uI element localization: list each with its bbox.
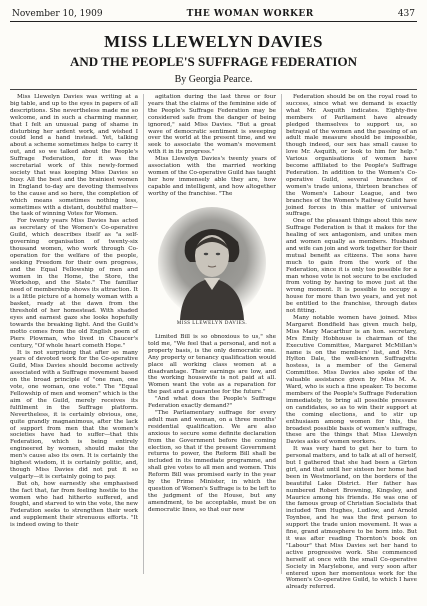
paragraph: agitation during the last three or four years that the claims of the feminine side of the People's Suffrage Federation may be considered safe from the danger of being ignored," said Miss Davies. "But a great wave of democratic sentiment is sweeping over the world at the present time, and we seek to associate the woman's movement with it in its progress." bbox=[148, 94, 276, 156]
portrait-figure bbox=[148, 206, 276, 330]
page-header bbox=[10, 6, 417, 22]
article-title: MISS LLEWELYN DAVIES bbox=[104, 32, 323, 51]
issue-date: November 10, 1909 bbox=[12, 9, 103, 19]
column-divider bbox=[143, 94, 144, 574]
article-byline: By Georgia Pearce. bbox=[174, 74, 253, 85]
column-divider bbox=[281, 94, 282, 574]
column-2-bottom bbox=[148, 334, 276, 574]
portrait-photo bbox=[156, 206, 268, 320]
paragraph: Many notable women have joined. Miss Margaret Bondfield has given much help, Miss Mary Macarthur is an hon. secretary, Mrs Emily Hobhouse is chairman of the Executive Committee, Margaret McMillan's name is on the members' list, and Mrs. Hylton Dale, the well-known Suffragette hostess, is a member of the General Committee. Miss Davies also spoke of the valuable assistance given by Miss M. A. Ward, who is such a fine speaker. To become members of the People's Suffrage Federation immediately, to bring all possible pressure on candidates, so as to win their support at the coming elections, and to stir up enthusiasm among women for this, the broadest possible basis of women's suffrage, these are the things that Miss Llewelyn Davies asks of women workers. bbox=[286, 315, 417, 446]
column-3 bbox=[286, 94, 417, 591]
paragraph: It was very hard to get her to turn to personal matters, and to talk at all of herself, but I gathered that she had been a Girton girl, and that until her sixteen her home had been in Westmorland, on the borders of the beautiful Lake District. Her father has numbered Robert Browning, Kingsley, and Maurice among his friends. He was one of the famous group of Christian Socialists that included Tom Hughes, Ludlow, and Arnold Toynbee, and he was the first person to support the trade union movement. It was a fine, grand atmosphere to be born into. But it was after reading Thornton's book on "Labour" that Miss Davies set her hand to active progressive work. She commenced herself at once with the small Co-operative Society in Marylebone, and very soon after entered upon her momentous work for the Women's Co-operative Guild, to which I have already referred. bbox=[286, 446, 417, 591]
paragraph: For twenty years Miss Davies has acted as secretary of the Women's Co-operative Guild, which describes itself as "a self-governing organisation of twenty-six thousand women, who work through Co-operation for the welfare of the people, seeking Freedom for their own progress, and the Equal Fellowship of men and women in the Home, the Store, the Workshop, and the State." The familiar need of membership shows its attraction. It is a little picture of a homely woman with a basket, ready at the dawn from the threshold of her homestead. With shaded eyes and earnest gaze she looks hopefully towards the breaking light. And the Guild's motto comes from the old English poem of Piers Plowman, who lived in Chaucer's century, "Of whole heart cometh Hope." bbox=[10, 218, 138, 349]
publication-name: THE WOMAN WORKER bbox=[186, 9, 314, 19]
paragraph: But oh, how earnestly she emphasised the fact that, far from feeling hostile to the women who had hitherto suffered, and fought, and starved to win the vote, the new Federation seeks to strengthen their work and supplement their strenuous efforts. "It is indeed owing to their bbox=[10, 480, 138, 529]
title-rule bbox=[10, 89, 417, 90]
column-1 bbox=[10, 94, 138, 574]
paragraph: "The Parliamentary suffrage for every adult man and woman, on a three months' residential qualification. We are also anxious to secure some definite declaration from the Government before the coming election, so that if the present Government returns to power, the Reform Bill shall be included in its immediate programme, and shall give votes to all men and women. This Reform Bill was promised early in the year by the Prime Minister, in which the question of Women's Suffrage is to be left to the judgment of the House, but any amendment, to be acceptable, must be on democratic lines, so that our new bbox=[148, 409, 277, 513]
article-body bbox=[10, 94, 417, 591]
page-number: 437 bbox=[397, 9, 415, 19]
newspaper-page bbox=[10, 6, 417, 592]
column-2-top bbox=[148, 94, 276, 202]
paragraph: One of the pleasant things about this new Suffrage Federation is that it makes for the healing of sex antagonism, and unites men and women equally as members. Husband and wife can join and work together for their mutual benefit as citizens. The sons have much to gain from the work of the Federation, since it is only too possible for a man whose vote is not secure to be excluded from voting by having to move just at the wrong moment. It is possible to occupy a house for more than two years, and yet not be entitled to the franchise, through dates not fitting. bbox=[286, 218, 417, 315]
paragraph: Federation should be on the royal road to success, since what we demand is exactly what Mr. Asquith indicates. Eighty-five members of Parliament have already pledged themselves to support us, so betrayal of the women and the passing of an adult male measure should be impossible, though indeed, our sex has small cause to love Mr. Asquith, or look to him for help." Various organisations of women have become affiliated to the People's Suffrage Federation. In addition to the Women's Co-operative Guild, several branches of women's trade unions, thirteen branches of the Women's Labour League, and two branches of the Women's Railway Guild have joined forces in this matter of universal suffrage. bbox=[286, 94, 417, 218]
portrait-caption: MISS LLEWELYN DAVIES. bbox=[176, 321, 248, 326]
paragraph: Miss Llewelyn Davies was writing at a big table, and up to the eyes in papers of all descriptions. She nevertheless made me so welcome, and in such a charming manner, that I felt an unusual pang of shame in disturbing her ardent work, and wished I could lend a hand instead. Yet, talking about a scheme sometimes helps to carry it out, and so we talked about the People's Suffrage Federation, for it was the secretarial work of this newly-formed society that was keeping Miss Davies so busy. All the best and the brainiest women in England to-day are devoting themselves to the cause and so here, the completion of which means sometimes nothing less, sometimes with a distant, doubtful matter—the task of winning Votes for Women. bbox=[10, 94, 138, 218]
paragraph: Limited Bill is so obnoxious to us," she told me, "We feel that a personal, and not a property basis, is the only democratic one. Any property or tenancy qualification would place all working class women at a disadvantage. Their earnings are low, and the working housewife is not paid at all. Women want the vote as a reparation for the past and a guarantee for the future." bbox=[148, 334, 276, 396]
paragraph: "And what does the People's Suffrage Federation exactly demand?" bbox=[148, 396, 276, 410]
paragraph: It is not surprising that after so many years of devoted work for the Co-operative Guild, Miss Davies should become actively associated with a Suffrage movement based on the broad principle of "one man, one vote, one woman, one vote." The "Equal Fellowship of men and women" which is the aim of the Guild, merely receives its fulfilment in the Suffrage platform. Nevertheless, it is certainly obvious, one, quite grandly magnanimous, after the lack of support from men that the women's societies have had to suffer—that this Federation, which is being entirely engineered by women, should make the men's cause also its own. It is certainly the highest wisdom, it is certainly politic, and, though Miss Davies did not put it so vulgarly—it is certainly going to pay. bbox=[10, 349, 138, 480]
paragraph: Miss Llewelyn Davies's twenty years of association with the married working women of the Co-operative Guild has taught her how immensely able they are, how capable and intelligent, and how altogether worthy of the franchise. "The bbox=[148, 156, 276, 197]
article-subtitle: AND THE PEOPLE'S SUFFRAGE FEDERATION bbox=[69, 54, 357, 69]
